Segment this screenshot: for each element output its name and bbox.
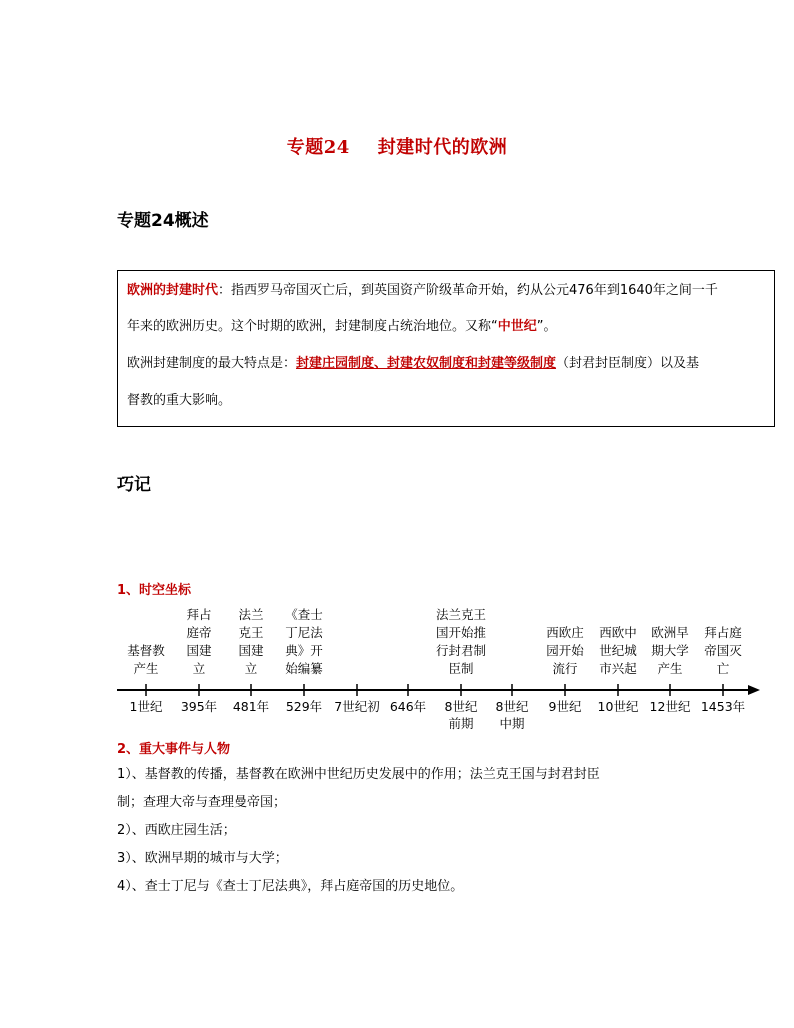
timeline-date: 646年 <box>389 699 427 714</box>
overview-line-2-end: ”。 <box>536 319 557 334</box>
mnemonic-heading: 巧记 <box>117 475 151 495</box>
timeline-date: 7世纪初 <box>334 699 380 714</box>
feudal-features: 封建庄园制度、封建农奴制度和封建等级制度 <box>296 356 557 371</box>
list-item: 1）、基督教的传播，基督教在欧洲中世纪历史发展中的作用；法兰克王国与封君封臣 <box>117 767 600 782</box>
overview-line-1 <box>127 282 718 300</box>
timeline-date: 481年 <box>232 699 270 714</box>
overview-line-3-text: 欧洲封建制度的最大特点是： <box>127 356 297 371</box>
timeline-date: 529年 <box>285 699 323 714</box>
timeline-date: 8世纪 前期 <box>444 699 478 731</box>
timeline-event: 拜占庭 帝国灭 亡 <box>704 625 742 676</box>
term-label: 欧洲的封建时代 <box>127 283 219 298</box>
overview-line-3-end: （封君封臣制度）以及基 <box>556 356 700 371</box>
timeline-date: 8世纪 中期 <box>495 699 529 731</box>
timeline-event: 欧洲早 期大学 产生 <box>651 625 689 676</box>
overview-heading: 专题24概述 <box>117 211 209 231</box>
overview-line-2 <box>127 318 557 336</box>
timeline-date: 9世纪 <box>548 699 582 714</box>
timeline-date: 12世纪 <box>649 699 691 714</box>
middle-ages-term: 中世纪 <box>497 319 537 334</box>
list-item: 3）、欧洲早期的城市与大学； <box>117 851 288 866</box>
timeline-date: 10世纪 <box>597 699 639 714</box>
timeline-date: 1世纪 <box>129 699 163 714</box>
timeline-event: 法兰 克王 国建 立 <box>238 607 264 676</box>
section-2-heading: 2、重大事件与人物 <box>117 742 231 757</box>
timeline-event: 西欧庄 园开始 流行 <box>546 625 584 676</box>
page-title <box>0 133 794 159</box>
overview-line-1-text: ：指西罗马帝国灭亡后，到英国资产阶级革命开始，约从公元476年到1640年之间一千 <box>218 283 718 298</box>
list-item: 4）、查士丁尼与《查士丁尼法典》，拜占庭帝国的历史地位。 <box>117 879 464 894</box>
title-number: 专题24 <box>286 137 350 158</box>
timeline-event: 拜占 庭帝 国建 立 <box>186 607 212 676</box>
timeline <box>0 600 794 740</box>
title-text: 封建时代的欧洲 <box>377 137 508 158</box>
timeline-event: 法兰克王 国开始推 行封君制 臣制 <box>435 607 486 676</box>
overview-box <box>117 270 775 427</box>
overview-line-2-text: 年来的欧洲历史。这个时期的欧洲，封建制度占统治地位。又称“ <box>127 319 498 334</box>
timeline-date: 395年 <box>180 699 218 714</box>
timeline-date: 1453年 <box>700 699 746 714</box>
overview-line-3 <box>127 355 699 373</box>
section-1-heading: 1、时空坐标 <box>117 583 192 598</box>
timeline-event: 《查士 丁尼法 典》开 始编纂 <box>285 607 323 676</box>
overview-line-4: 督教的重大影响。 <box>127 393 232 408</box>
list-item: 制；查理大帝与查理曼帝国； <box>117 795 287 810</box>
timeline-event: 基督教 产生 <box>127 643 165 676</box>
timeline-event: 西欧中 世纪城 市兴起 <box>599 625 637 676</box>
list-item: 2）、西欧庄园生活； <box>117 823 236 838</box>
